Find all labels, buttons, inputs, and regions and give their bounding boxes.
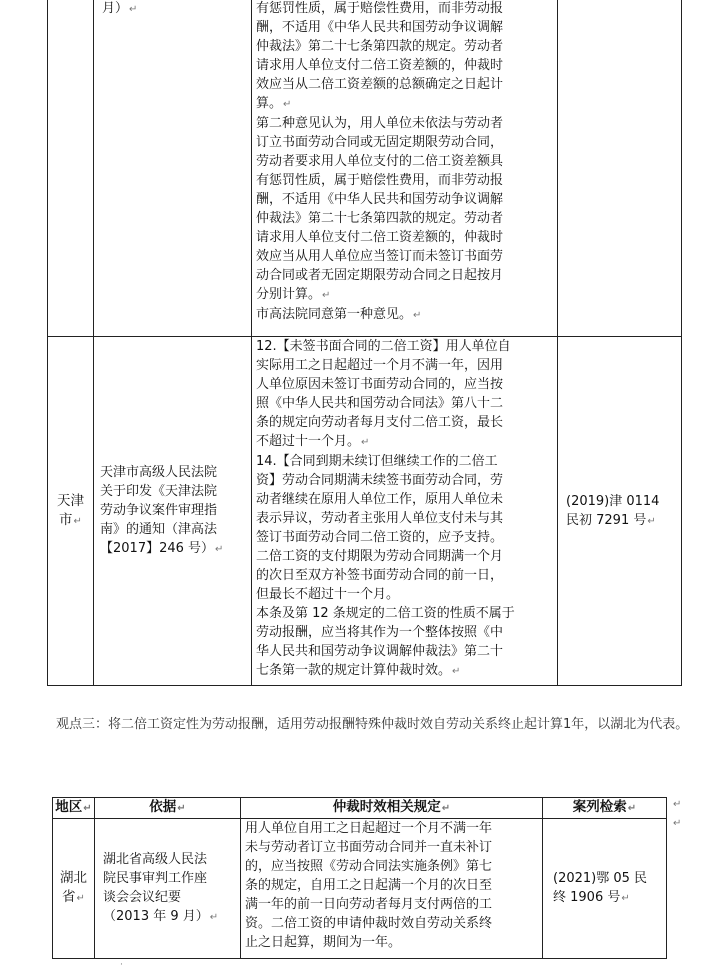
arbitration-rule-cell [252,337,558,686]
paragraph-mark-icon: ↵ [83,803,92,814]
region-cell: 天津 市↵ [48,337,94,686]
rule-paragraph: 本条及第 12 条规定的二倍工资的性质不属于 劳动报酬，应当将其作为一个整体按照《中 华人民共和国劳动争议调解仲裁法》第二十 七条第一款的规定计算仲裁时效。↵ [256,606,515,678]
rule-paragraph: 市高法院同意第一种意见。↵ [256,307,422,322]
region-cell [48,0,94,337]
rule-paragraph: 第二种意见认为，用人单位未依法与劳动者 订立书面劳动合同或无固定期限劳动合同， 劳动者要求用人单位支付的二倍工资差额具 有惩罚性质，属于赔偿性费用，而非劳动报 酬，不适用《中华人民共和国劳动争议调解 仲裁法》第二十七条第四款的规定。劳动者 请求用人单位支付二倍工资差额的，仲裁时 效应当从用人单位应当签订而未签订书面劳 动合同或者无固定期限劳动合同之日起按月 分别计算。↵ [256,116,504,302]
table-row [53,819,667,959]
basis-cell: 湖北省高级人民法 院民事审判工作座 谈会会议纪要 （2013 年 9 月）↵ [95,819,241,959]
paragraph-mark-icon: ↵ [322,290,331,301]
paragraph-mark-icon: ↵ [361,437,370,448]
header-region: 地区↵ [53,798,95,819]
header-basis: 依据↵ [95,798,241,819]
paragraph-mark-icon: ↵ [647,515,656,527]
hubei-rules-table [52,797,667,959]
paragraph-mark-icon: ↵ [621,893,630,904]
viewpoint-three-paragraph: 观点三：将二倍工资定性为劳动报酬，适用劳动报酬特殊仲裁时效自劳动关系终止起计算1年，以湖北为代表。 [56,717,689,732]
paragraph-mark-icon: ↵ [73,515,82,527]
row-end-mark-icon: ↵ [673,818,682,829]
row-end-mark-icon: ↵ [673,799,682,810]
region-cell: 湖北 省↵ [53,819,95,959]
paragraph-mark-icon: ↵ [441,803,451,814]
paragraph-mark-icon: ↵ [452,666,461,677]
paragraph-mark-icon: ↵ [627,803,637,814]
paragraph-dot-icon: · [120,960,123,970]
paragraph-mark-icon: ↵ [413,310,422,321]
table-header-row [53,798,667,819]
paragraph-mark-icon: ↵ [215,544,224,555]
header-case-search: 案列检索↵ [543,798,667,819]
paragraph-mark-icon: ↵ [283,99,292,110]
paragraph-mark-icon: ↵ [209,912,219,923]
case-cell [558,0,682,337]
arbitration-rule-cell [252,0,558,337]
basis-cell: 天津市高级人民法院 关于印发《天津法院 劳动争议案件审理指 南》的通知（津高法 【2017】246 号）↵ [94,337,252,686]
header-arbitration-rule: 仲裁时效相关规定↵ [241,798,543,819]
basis-cell: 月）↵ [94,0,252,337]
table-row [48,0,682,337]
paragraph-mark-icon: ↵ [76,893,85,904]
rule-paragraph: 有惩罚性质，属于赔偿性费用，而非劳动报 酬，不适用《中华人民共和国劳动争议调解 仲裁法》第二十七条第四款的规定。劳动者 请求用人单位支付二倍工资差额的，仲裁时 效应当从二倍工资差额的总额确定之日起计 算。↵ [256,1,504,111]
rule-paragraph: 14.【合同到期未续订但继续工作的二倍工 资】劳动合同期满未续签书面劳动合同，劳 动者继续在原用人单位工作，原用人单位未 表示异议，劳动者主张用人单位支付未与其 签订书面劳动合同二倍工资的，应予支持。 二倍工资的支付期限为劳动合同期满一个月 的次日至双方补签书面劳动合同的前一日， 但最长不超过十一个月。 [256,454,504,602]
regional-rules-table-continued [47,0,682,686]
table-row [48,337,682,686]
paragraph-mark-icon: ↵ [129,4,138,15]
paragraph-mark-icon: ↵ [177,803,186,814]
rule-paragraph: 12.【未签书面合同的二倍工资】用人单位自 实际用工之日起超过一个月不满一年，因用 人单位原因未签订书面劳动合同的，应当按 照《中华人民共和国劳动合同法》第八十二 条的规定向劳动者每月支付二倍工资，最长 不超过十一个月。↵ [256,339,511,449]
arbitration-rule-cell: 用人单位自用工之日起超过一个月不满一年 未与劳动者订立书面劳动合同并一直未补订 的，应当按照《劳动合同法实施条例》第七 条的规定，自用工之日起满一个月的次日至 满一年的前一日向劳动者每月支付两倍的工 资。二倍工资的申请仲裁时效自劳动关系终 止之日起算，期间为一年。 [241,819,543,959]
case-cell: (2019)津 0114 民初 7291 号↵ [558,337,682,686]
case-cell: (2021)鄂 05 民 终 1906 号↵ [543,819,667,959]
